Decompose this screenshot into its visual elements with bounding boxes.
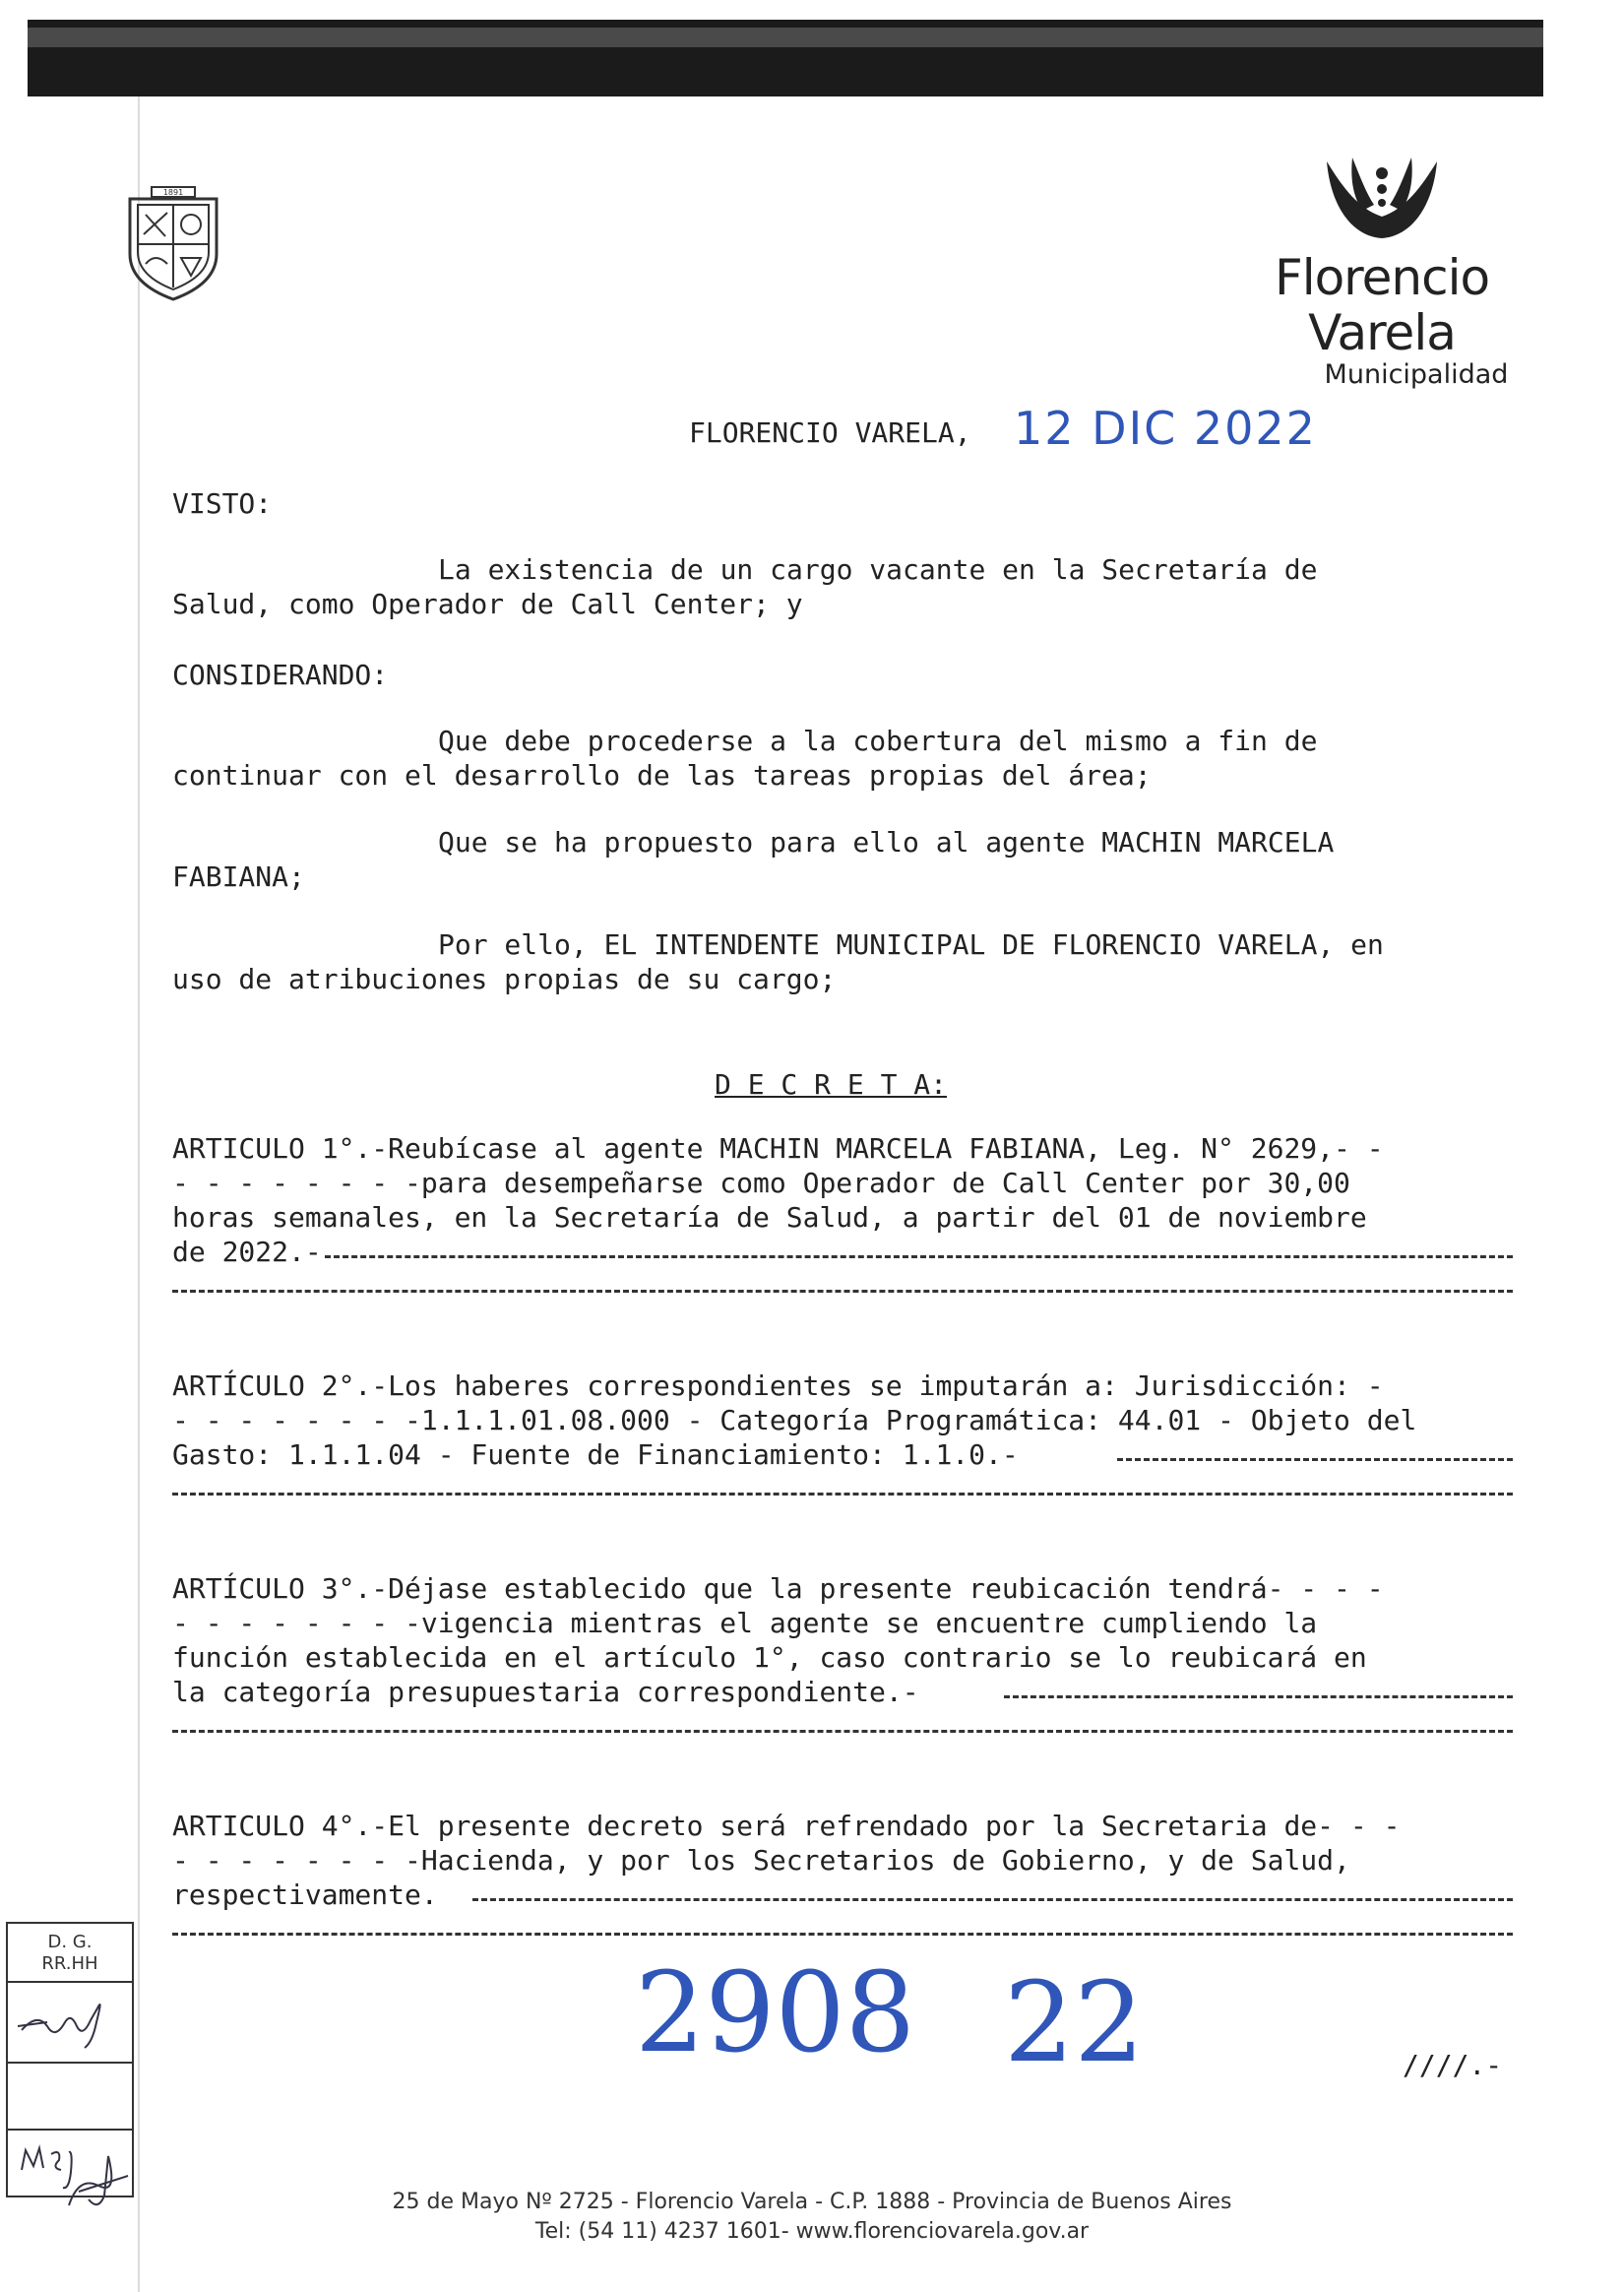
- decreta-heading: D E C R E T A:: [715, 1068, 948, 1101]
- fill-dashes: [172, 1290, 1513, 1293]
- decree-number-stamp: 2908: [635, 1949, 916, 2077]
- flower-logo-icon: [1323, 148, 1441, 246]
- footer-address: 25 de Mayo Nº 2725 - Florencio Varela - C.P. 1888 - Provincia de Buenos Aires: [392, 2190, 1232, 2214]
- fill-dashes: [172, 1493, 1513, 1496]
- article-3-line-1: ARTÍCULO 3°.-Déjase establecido que la presente reubicación tendrá- - - -: [172, 1572, 1384, 1605]
- initials-signature-icon: [8, 1983, 126, 2058]
- fill-dashes: [1004, 1695, 1513, 1698]
- article-2-line-3: Gasto: 1.1.1.04 - Fuente de Financiamiento: 1.1.0.-: [172, 1438, 1019, 1471]
- footer-contact: Tel: (54 11) 4237 1601- www.florenciovarela.gov.ar: [534, 2219, 1090, 2244]
- article-3-line-4: la categoría presupuestaria correspondiente.-: [172, 1676, 919, 1708]
- considerando-p2-line-1: Que se ha propuesto para ello al agente MACHIN MARCELA: [438, 826, 1335, 859]
- crest-year: 1891: [162, 188, 184, 197]
- margin-line: [138, 96, 140, 2292]
- article-4-line-1: ARTICULO 4°.-El presente decreto será refrendado por la Secretaria de- - -: [172, 1810, 1401, 1842]
- continuation-mark: ////.-: [1403, 2049, 1503, 2081]
- article-1-line-4: de 2022.-: [172, 1236, 322, 1268]
- article-1-line-2: - - - - - - - -para desempeñarse como Operador de Call Center por 30,00: [172, 1167, 1350, 1199]
- considerando-p1-line-1: Que debe procederse a la cobertura del mismo a fin de: [438, 725, 1318, 757]
- municipal-crest-icon: [124, 185, 222, 303]
- article-3-line-2: - - - - - - - -vigencia mientras el agente se encuentre cumpliendo la: [172, 1607, 1318, 1639]
- routing-label: D. G. RR.HH: [41, 1932, 98, 1974]
- logo-subtitle: Municipalidad: [1324, 359, 1509, 390]
- article-2-line-2: - - - - - - - -1.1.1.01.08.000 - Categoría Programática: 44.01 - Objeto del: [172, 1404, 1417, 1436]
- signature-scribble-icon: [59, 2136, 138, 2215]
- considerando-label: CONSIDERANDO:: [172, 659, 389, 691]
- considerando-p1-line-2: continuar con el desarrollo de las tareas propias del área;: [172, 759, 1152, 792]
- fill-dashes: [172, 1730, 1513, 1733]
- considerando-p3-line-1: Por ello, EL INTENDENTE MUNICIPAL DE FLORENCIO VARELA, en: [438, 928, 1384, 961]
- article-4-line-3: respectivamente.: [172, 1878, 438, 1911]
- logo-name: Florencio Varela: [1274, 249, 1490, 361]
- decree-year-stamp: 22: [1004, 1959, 1145, 2087]
- article-1-line-3: horas semanales, en la Secretaría de Salud, a partir del 01 de noviembre: [172, 1201, 1367, 1234]
- fill-dashes: [325, 1255, 1513, 1258]
- article-4-line-2: - - - - - - - -Hacienda, y por los Secretarios de Gobierno, y de Salud,: [172, 1844, 1350, 1877]
- article-1-line-1: ARTICULO 1°.-Reubícase al agente MACHIN MARCELA FABIANA, Leg. N° 2629,- -: [172, 1132, 1384, 1165]
- considerando-p3-line-2: uso de atribuciones propias de su cargo;: [172, 963, 837, 995]
- fill-dashes: [472, 1898, 1513, 1901]
- scanner-top-bar: [28, 20, 1543, 96]
- article-3-line-3: función establecida en el artículo 1°, caso contrario se lo reubicará en: [172, 1641, 1367, 1674]
- dateline-place: FLORENCIO VARELA,: [689, 416, 971, 449]
- florencio-varela-logo: [1205, 148, 1559, 390]
- visto-line-1: La existencia de un cargo vacante en la Secretaría de: [438, 553, 1318, 586]
- fill-dashes: [172, 1933, 1513, 1936]
- visto-label: VISTO:: [172, 487, 273, 520]
- visto-line-2: Salud, como Operador de Call Center; y: [172, 588, 803, 620]
- date-stamp: 12 DIC 2022: [1014, 402, 1317, 455]
- fill-dashes: [1117, 1458, 1513, 1461]
- article-2-line-1: ARTÍCULO 2°.-Los haberes correspondientes se imputarán a: Jurisdicción: -: [172, 1369, 1384, 1402]
- considerando-p2-line-2: FABIANA;: [172, 860, 305, 893]
